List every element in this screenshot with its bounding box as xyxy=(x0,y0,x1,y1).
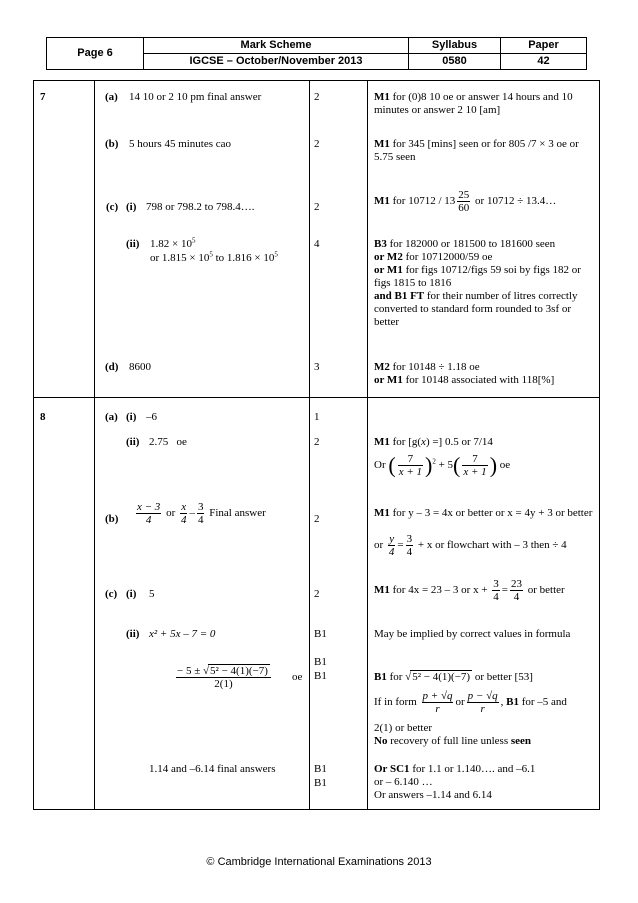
page-number: Page 6 xyxy=(47,38,144,70)
mark: 1 xyxy=(314,411,320,423)
guidance-text: No recovery of full line unless seen xyxy=(374,735,532,747)
mark: 4 xyxy=(314,238,320,250)
syllabus-label: Syllabus xyxy=(409,38,501,54)
sub-part-label: (ii) xyxy=(126,238,140,250)
answer-text: oe xyxy=(292,671,303,683)
mark-scheme-table xyxy=(33,80,600,810)
mark: 3 xyxy=(314,361,320,373)
mark: 2 xyxy=(314,138,320,150)
guidance-text: Or SC1 for 1.1 or 1.140…. and –6.1 or – 6.140 … Or answers –1.14 and 6.14 xyxy=(374,763,536,801)
answer-text: 8600 xyxy=(129,361,151,373)
mark: B1 xyxy=(314,670,327,682)
mark: B1 xyxy=(314,777,327,789)
part-label: (c) xyxy=(105,588,118,600)
mark: 2 xyxy=(314,201,320,213)
mark: 2 xyxy=(314,91,320,103)
guidance-text: M1 for y – 3 = 4x or better or x = 4y + 3 or better xyxy=(374,507,593,519)
header-table xyxy=(46,37,587,70)
guidance-text: M1 for 345 [mins] seen or for 805 /7 × 3 oe or 5.75 seen xyxy=(374,138,579,163)
part-label: (b) xyxy=(105,513,119,525)
mark: 2 xyxy=(314,588,320,600)
guidance-text: May be implied by correct values in formula xyxy=(374,628,571,640)
mark: B1 xyxy=(314,628,327,640)
guidance-text: M1 for [g(x) =] 0.5 or 7/14 xyxy=(374,436,493,448)
answer-text: –6 xyxy=(146,411,157,423)
guidance-text: M1 for (0)8 10 oe or answer 14 hours and 10 minutes or answer 2 10 [am] xyxy=(374,91,573,116)
answer-text: 798 or 798.2 to 798.4…. xyxy=(146,201,255,213)
guidance-text: 2(1) or better xyxy=(374,722,433,734)
doc-title: Mark Scheme xyxy=(144,38,409,54)
mark: B1 xyxy=(314,763,327,775)
guidance-formula: M1 for 4x = 23 – 3 or x + $\frac{3}{4}$ = $\frac{23}{4}$ or better xyxy=(374,578,565,603)
guidance-text: B3 for 182000 or 181500 to 181600 seen or M2 for 10712000/59 oe or M1 for figs 10712/figs 59 soi by figs 182 or figs 1815 to 1816 and B1 FT for their number of litres correctly converted to standard form rounded to 3sf or better xyxy=(374,238,581,328)
footer-copyright: © Cambridge International Examinations 2013 xyxy=(206,856,432,868)
sub-part-label: (i) xyxy=(126,201,137,213)
answer-text: $1.82 \times 10^5$ xyxy=(150,236,196,250)
part-label: (b) xyxy=(105,138,119,150)
guidance-formula: or $\frac{y}{4}$ = $\frac{3}{4}$ + x or flowchart with – 3 then ÷ 4 xyxy=(374,533,567,558)
part-label: (d) xyxy=(105,361,119,373)
answer-formula: $\frac{\text{− 5 ± √5² − 4(1)(−7)}}{2(1)}$ xyxy=(174,664,273,690)
question-number: 8 xyxy=(40,411,46,423)
guidance-formula: If in form $\frac{p + √q}{r}$ or $\frac{p - √q}{r}$ , B1 for –5 and xyxy=(374,690,567,715)
answer-text: 5 xyxy=(149,588,155,600)
paper-number: 42 xyxy=(501,54,587,70)
question-number: 7 xyxy=(40,91,46,103)
part-label: (a) xyxy=(105,411,118,423)
answer-text: 1.14 and –6.14 final answers xyxy=(149,763,276,775)
guidance-formula: Or ( $\frac{7}{x + 1}$ )$^2$ + 5( $\frac{7}{x + 1}$ ) oe xyxy=(374,452,511,478)
answer-formula: $\frac{x - 3}{4}$ or $\frac{x}{4}$ – $\frac{3}{4}$ Final answer xyxy=(137,501,266,526)
answer-text: x² + 5x – 7 = 0 xyxy=(149,628,216,640)
paper-label: Paper xyxy=(501,38,587,54)
syllabus-code: 0580 xyxy=(409,54,501,70)
sub-part-label: (i) xyxy=(126,411,137,423)
mark: 2 xyxy=(314,513,320,525)
answer-text: 14 10 or 2 10 pm final answer xyxy=(129,91,262,103)
sub-part-label: (i) xyxy=(126,588,137,600)
sub-part-label: (ii) xyxy=(126,628,140,640)
guidance-formula: B1 for √5² − 4(1)(−7) or better [53] xyxy=(374,671,533,683)
part-label: (a) xyxy=(105,91,118,103)
answer-text: 2.75 oe xyxy=(149,436,187,448)
part-label: (c) xyxy=(106,201,119,213)
answer-text: 5 hours 45 minutes cao xyxy=(129,138,232,150)
answer-text: or $1.815 \times 10^5$ to $1.816 \times 10^5$ xyxy=(150,250,278,264)
doc-subtitle: IGCSE – October/November 2013 xyxy=(144,54,409,70)
mark: B1 xyxy=(314,656,327,668)
guidance-text: M1 for 10712 / 13 $\frac{25}{60}$ or 10712 ÷ 13.4… xyxy=(374,189,557,214)
mark: 2 xyxy=(314,436,320,448)
guidance-text: M2 for 10148 ÷ 1.18 oe or M1 for 10148 associated with 118[%] xyxy=(374,361,555,386)
sub-part-label: (ii) xyxy=(126,436,140,448)
